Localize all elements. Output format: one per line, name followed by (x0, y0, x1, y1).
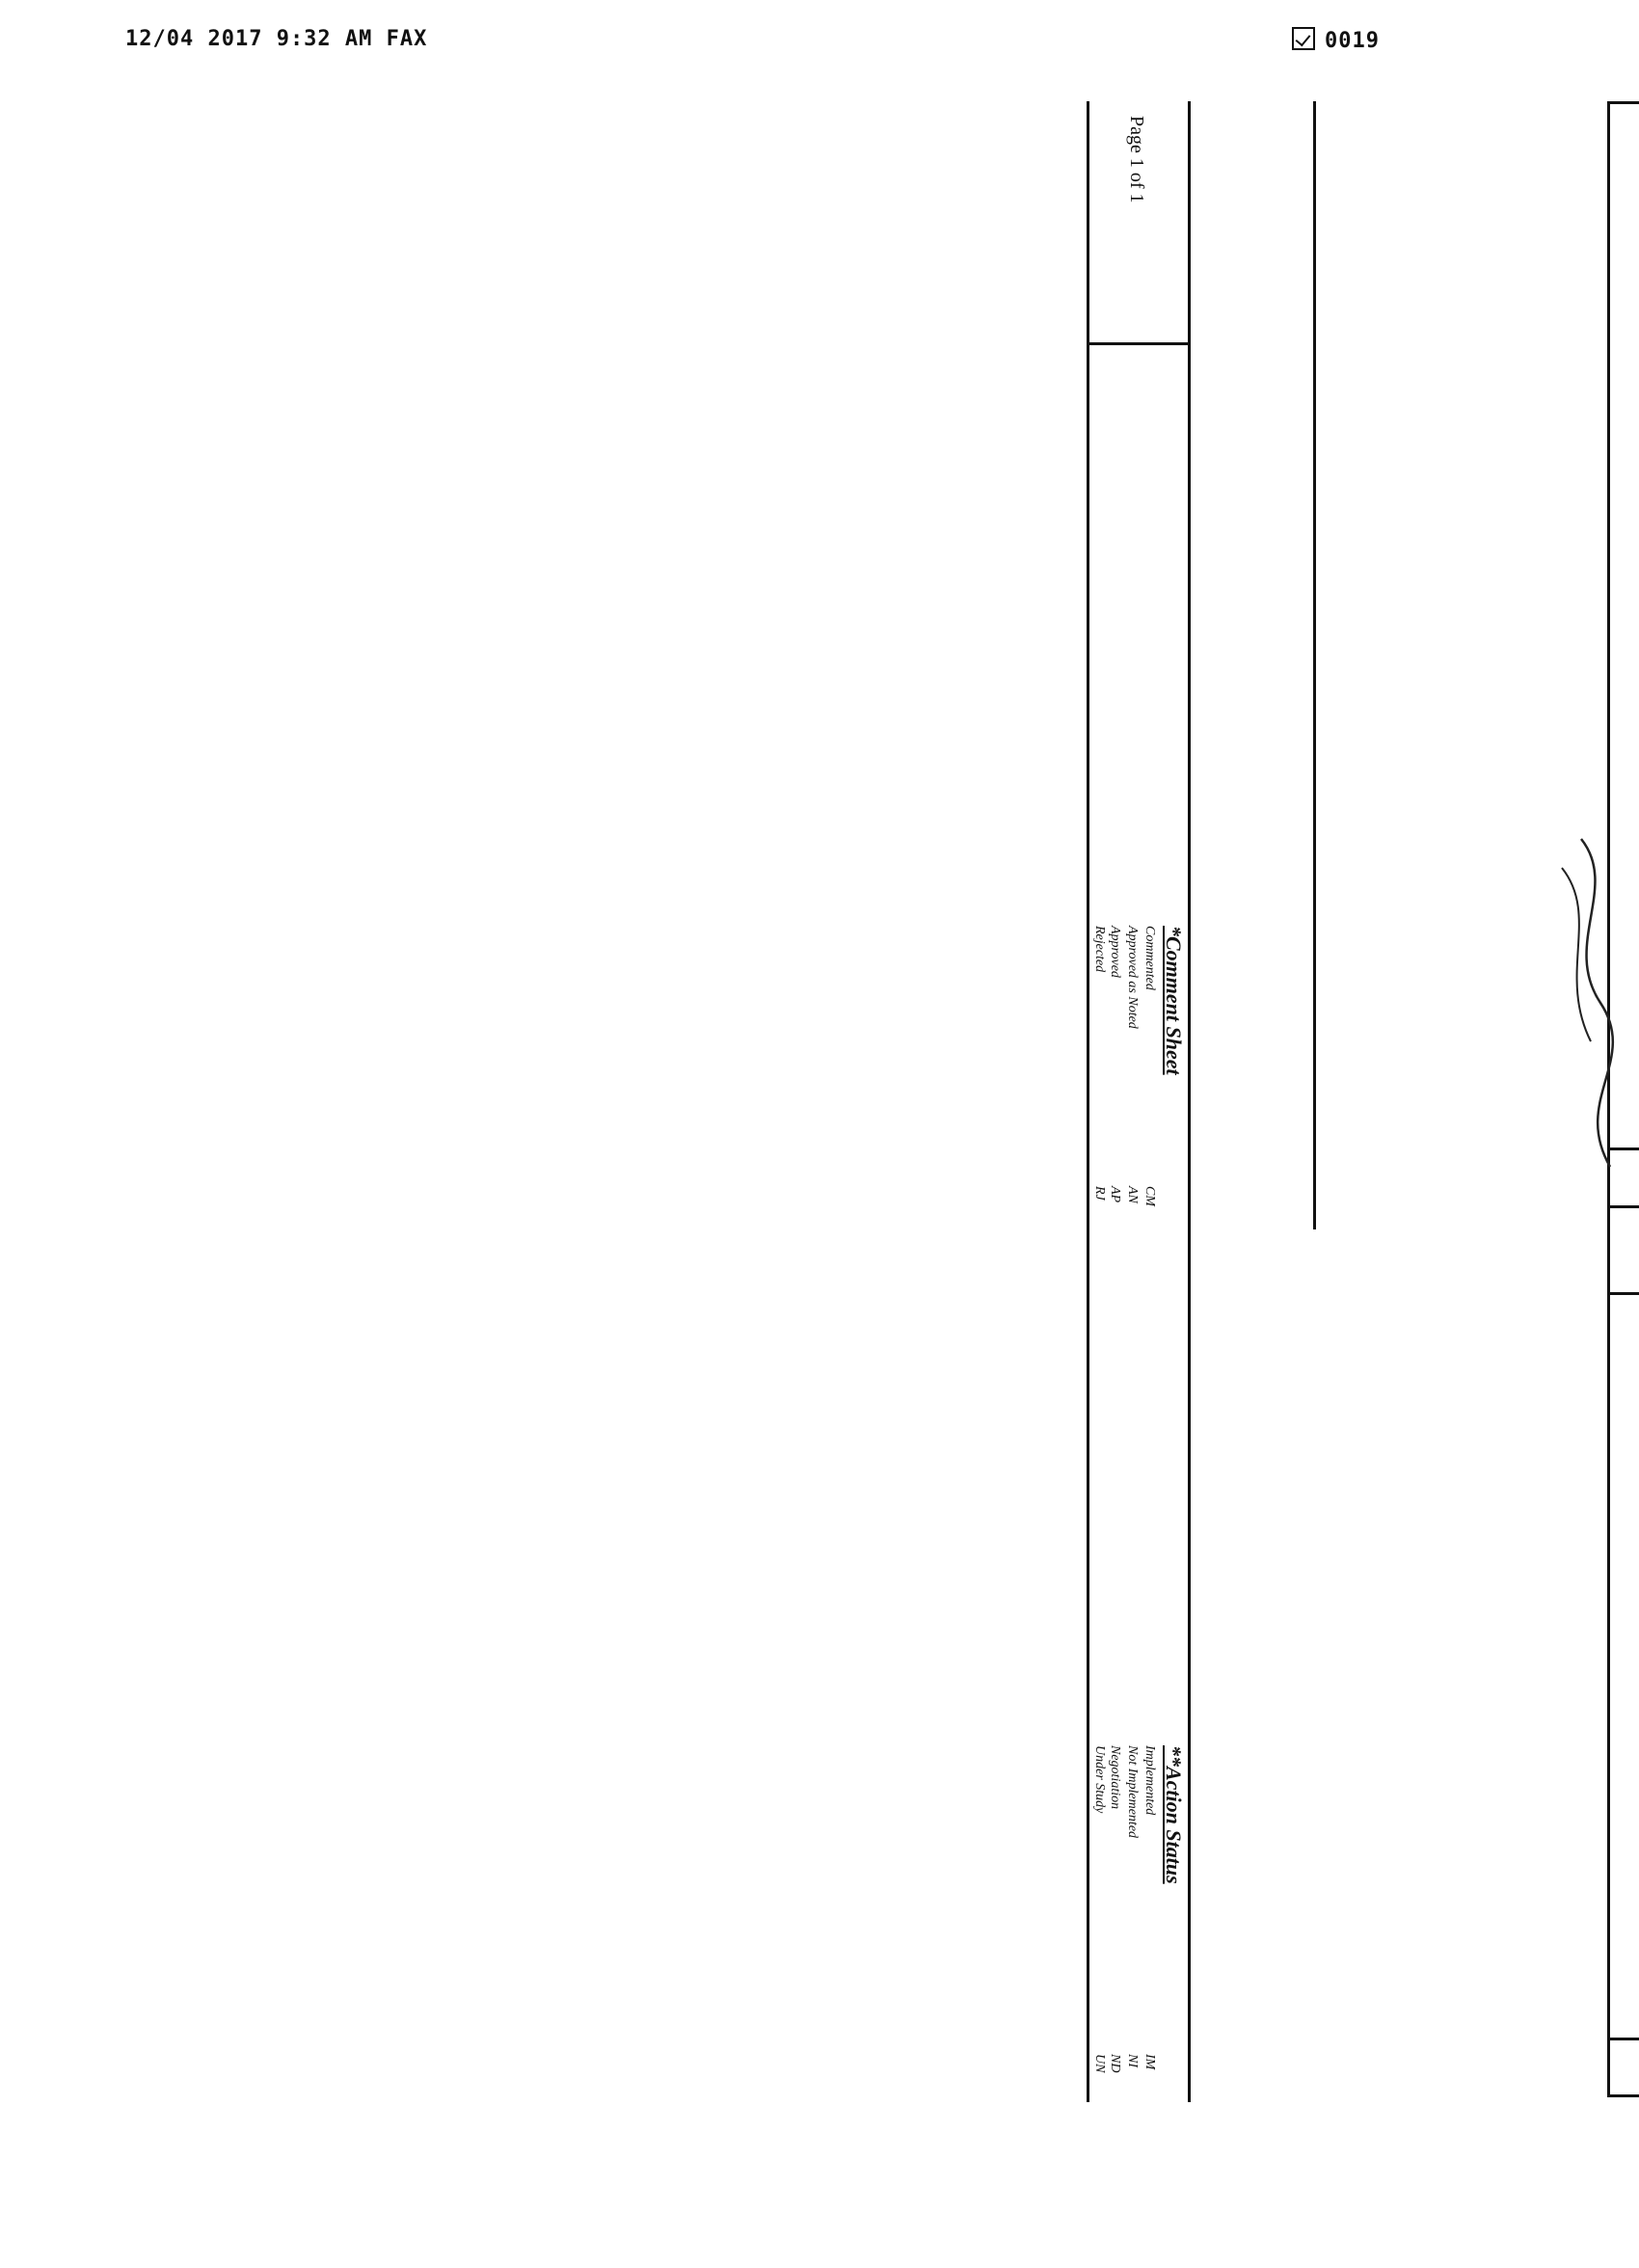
action-label-un: Under Study (1092, 1745, 1107, 1814)
comment-sheet-code-cm: CM (1142, 1186, 1157, 1206)
fax-page-number: 0019 (1325, 29, 1380, 53)
page-label: Page 1 of 1 (1126, 116, 1147, 203)
comment-sheet-code-ap: AP (1108, 1186, 1122, 1203)
comment-sheet-code-an: AN (1125, 1186, 1140, 1203)
comment-sheet-code-rj: RJ (1092, 1186, 1107, 1201)
action-label-im: Implemented (1142, 1745, 1157, 1816)
action-status-title: **Action Status (1162, 1745, 1186, 1884)
action-code-ni: NI (1125, 2054, 1140, 2067)
action-code-nd: ND (1108, 2054, 1122, 2073)
fax-header-datetime: 12/04 2017 9:32 AM FAX (125, 27, 428, 51)
action-status-legend (1091, 1745, 1186, 2092)
comment-sheet-legend (1091, 926, 1186, 1311)
action-label-ni: Not Implemented (1125, 1745, 1140, 1839)
signature (1552, 829, 1629, 1176)
comment-sheet-title: *Comment Sheet (1162, 926, 1186, 1075)
comment-sheet-label-an: Approved as Noted (1125, 926, 1140, 1029)
fax-page-icon (1292, 27, 1315, 50)
fax-header-page (1292, 27, 1380, 53)
action-label-nd: Negotiation (1108, 1745, 1122, 1810)
comment-sheet-label-rj: Rejected (1092, 926, 1107, 973)
action-code-im: IM (1142, 2054, 1157, 2070)
comment-sheet-label-ap: Approved (1108, 926, 1122, 978)
comment-form (1075, 96, 1639, 2102)
comment-sheet-label-cm: Commented (1142, 926, 1157, 990)
action-code-un: UN (1092, 2054, 1107, 2073)
